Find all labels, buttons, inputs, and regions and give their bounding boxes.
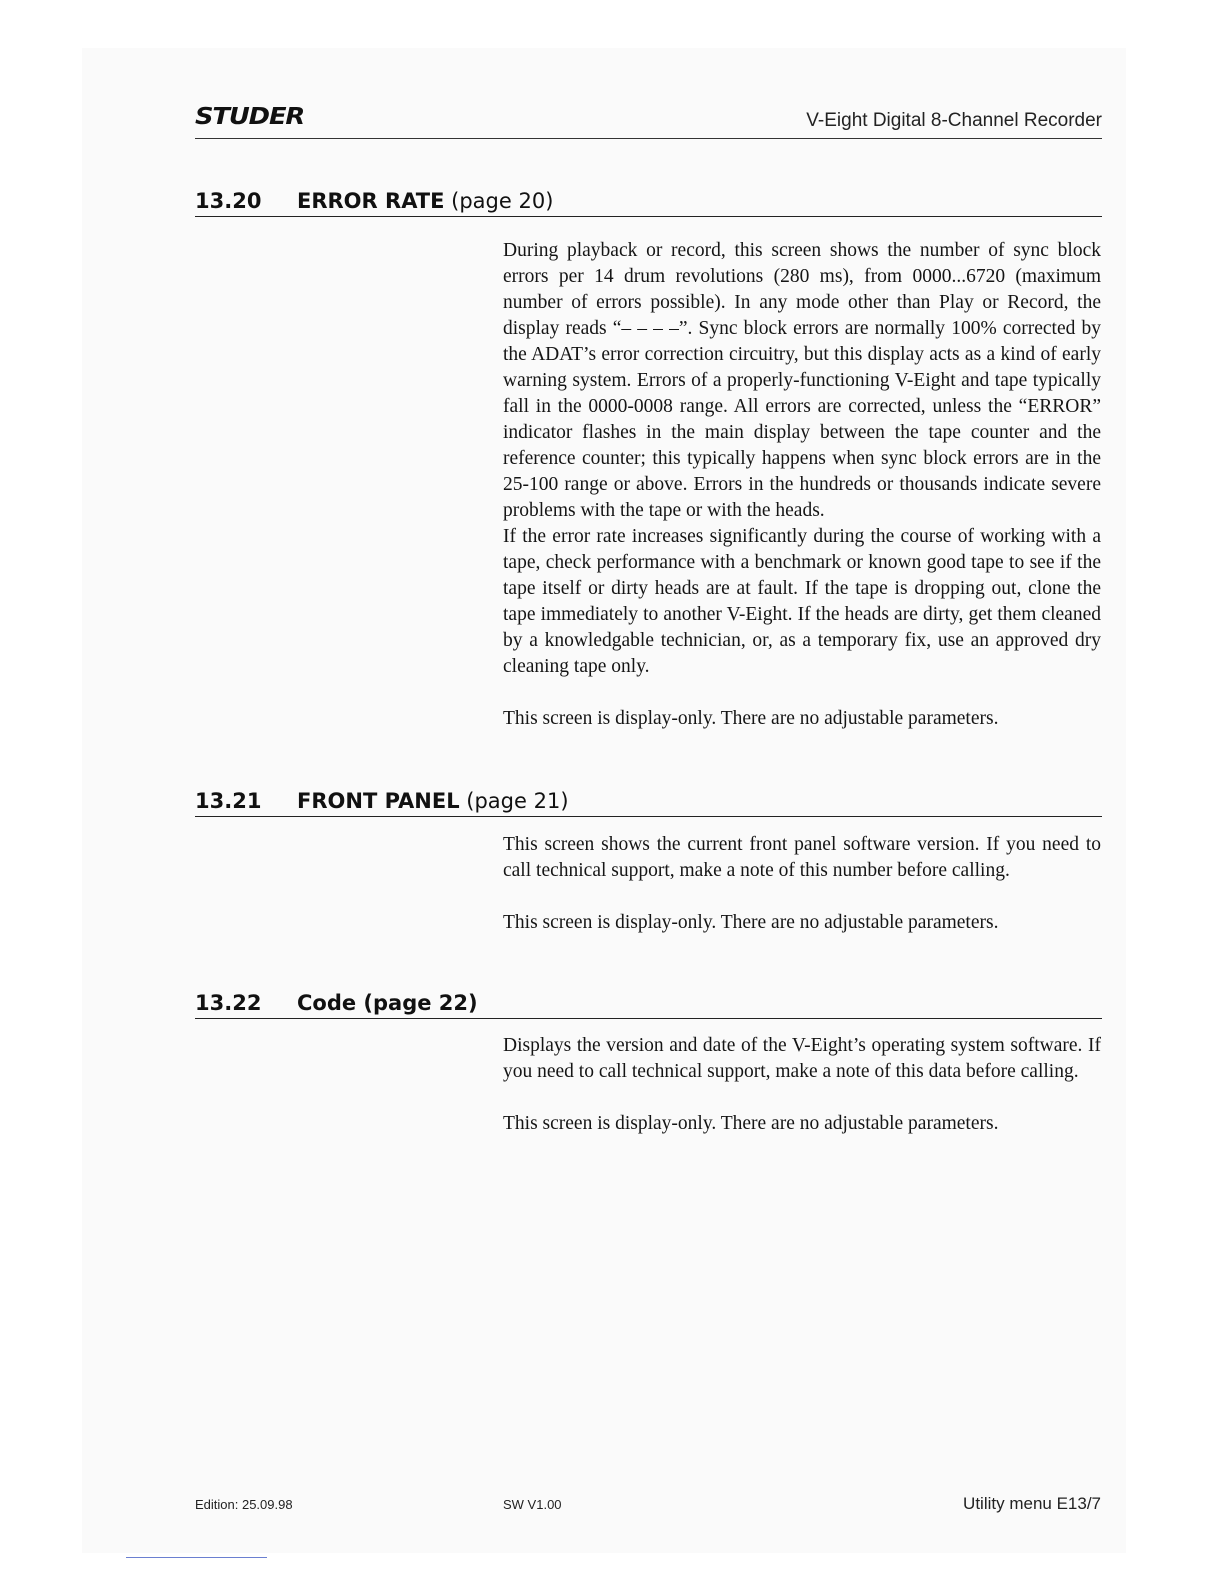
paragraph: During playback or record, this screen shows the number of sync block errors per 14 drum revolutions (280 ms), from 0000...6720 (maximum number of errors possible). In any mode other than Play or Record, the display reads “– – – –”. Sync block errors are normally 100% corrected by the ADAT’s error correction circuitry, but this display acts as a kind of early warning system. Errors of a properly-functioning V-Eight and tape typically fall in the 0000-0008 range. All errors are corrected, unless the “ERROR” indicator flashes in the main display between the tape counter and the reference counter; this typically happens when sync block errors are in the 25-100 range or above. Errors in the hundreds or thousands indicate severe problems with the tape or with the heads. [503,240,1101,521]
edition-date: Edition: 25.09.98 [195,1497,293,1512]
paragraph: Displays the version and date of the V-Eight’s operating system software. If you need to call technical support, make a note of this data before calling. [503,1035,1101,1082]
section-title: Code (page 22) [297,991,478,1015]
page-header [195,104,1102,139]
section-heading-13-22 [195,988,1102,1019]
paragraph: This screen is display-only. There are no adjustable parameters. [503,708,999,729]
page-number: Utility menu E13/7 [963,1494,1101,1513]
studer-logo: STUDER [195,104,305,130]
section-title: FRONT PANEL (page 21) [297,789,569,813]
software-version: SW V1.00 [503,1497,562,1512]
section-heading-13-20 [195,186,1102,217]
section-number: 13.21 [195,789,262,813]
section-title: ERROR RATE (page 20) [297,189,554,213]
section-number: 13.22 [195,991,262,1015]
section-body-13-22 [503,1033,1101,1137]
document-title: V-Eight Digital 8-Channel Recorder [806,110,1102,131]
section-heading-13-21 [195,786,1102,817]
section-number: 13.20 [195,189,262,213]
paragraph: This screen is display-only. There are no adjustable parameters. [503,1113,999,1134]
footer-divider [126,1557,267,1558]
paragraph: If the error rate increases significantly during the course of working with a tape, check performance with a benchmark or known good tape to see if the tape itself or dirty heads are at fault. If the tape is dropping out, clone the tape immediately to another V-Eight. If the heads are dirty, get them cleaned by a knowledgable technician, or, as a temporary fix, use an approved dry cleaning tape only. [503,526,1101,677]
paragraph: This screen is display-only. There are no adjustable parameters. [503,912,999,933]
section-body-13-20 [503,238,1101,732]
section-body-13-21 [503,832,1101,936]
paragraph: This screen shows the current front panel software version. If you need to call technical support, make a note of this number before calling. [503,834,1101,881]
